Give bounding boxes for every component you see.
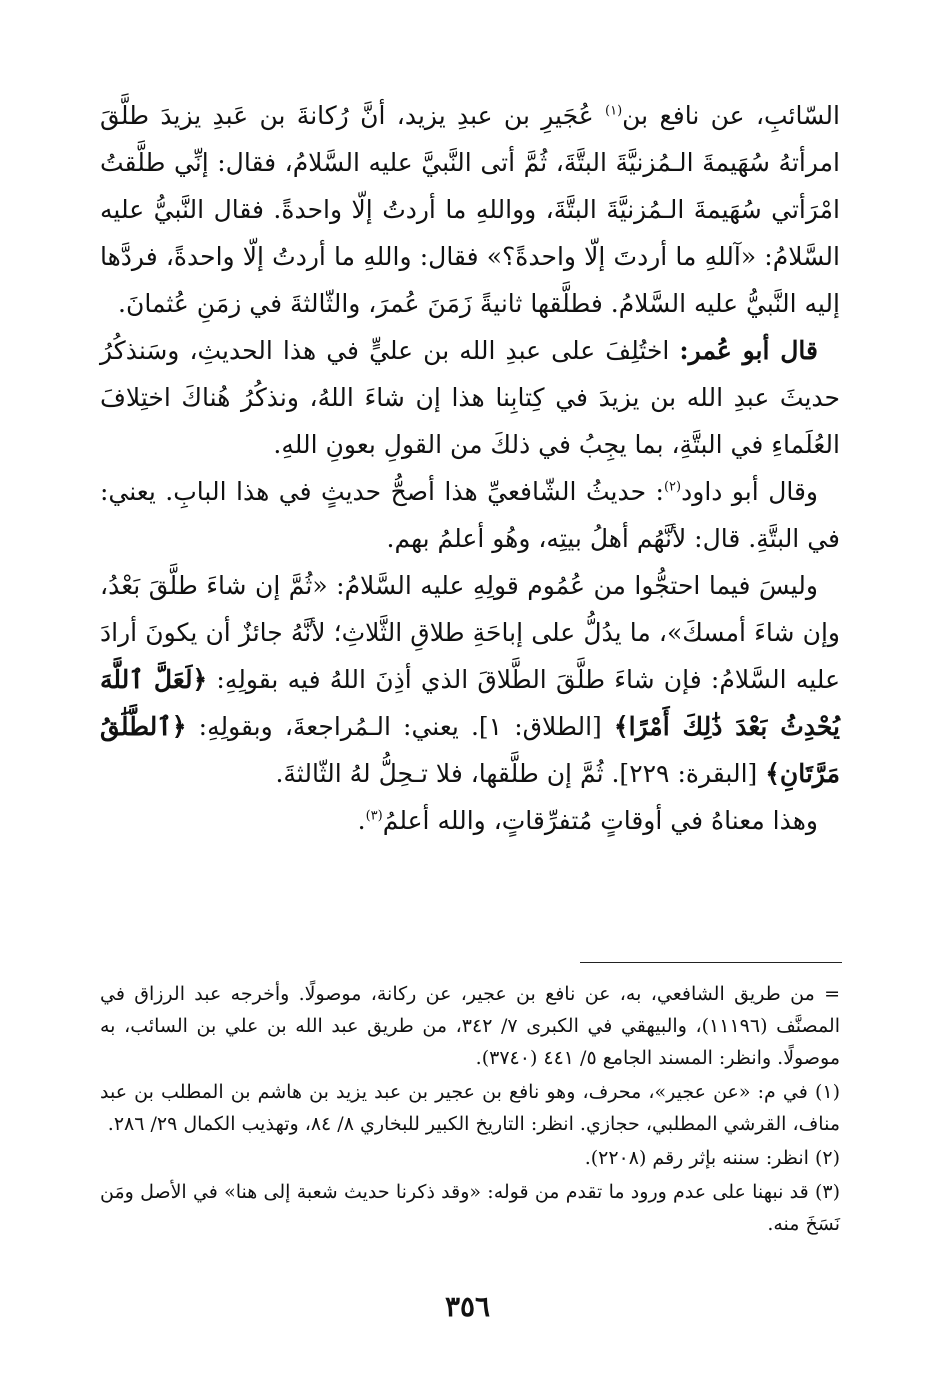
paragraph-text: وهذا معناهُ في أوقاتٍ مُتفرِّقاتٍ، والله أعلمُ <box>382 806 818 835</box>
paragraph-argument <box>100 562 840 797</box>
footnote-ref-2: (٢) <box>663 479 682 495</box>
quran-verse: ﴿ٱلطَّلَٰقُ مَرَّتَانِ﴾ <box>100 712 840 788</box>
paragraph-conclusion <box>100 797 840 844</box>
paragraph-text: : حديثُ الشّافعيِّ هذا أصحُّ حديثٍ في هذا البابِ. يعني: في البتَّةِ. قال: لأنَّهُم أهلُ بيتِه، وهُو أعلمُ بهم. <box>100 477 840 553</box>
footnote-ref-1: (١) <box>605 103 623 119</box>
footnote-3: (٣) قد نبهنا على عدم ورود ما تقدم من قوله: «وقد ذكرنا حديث شعبة إلى هنا» في الأصل ومَن نَسَخَ منه. <box>100 1181 840 1235</box>
paragraph-text: وليسَ فيما احتجُّوا من عُمُوم قولِهِ عليه السَّلامُ: «ثُمَّ إن شاءَ طلَّقَ بَعْدُ، وإن شاءَ أمسكَ»، ما يدُلُّ على إباحَةِ طلاقِ الثَّلاثِ؛ لأنَّهُ جائزٌ أن يكونَ أرادَ عليه السَّلامُ: فإن شاءَ طلَّقَ الطَّلاقَ الذي أذِنَ اللهُ فيه بقولِهِ: <box>100 571 840 694</box>
footnote-separator <box>580 962 842 963</box>
quran-verse: ﴿لَعَلَّ ٱللَّهَ يُحْدِثُ بَعْدَ ذَٰلِكَ أَمْرًا﴾ <box>100 665 840 741</box>
paragraph-text: . <box>357 806 366 835</box>
paragraph-text: وقال أبو داود <box>681 477 818 506</box>
main-text <box>100 92 840 844</box>
footnote-ref-3: (٣) <box>365 808 383 824</box>
footnote-1: (١) في م: «عن عجير»، محرف، وهو نافع بن عجير بن عبد يزيد بن هاشم بن المطلب بن عبد مناف، القرشي المطلبي، حجازي. انظر: التاريخ الكبير للبخاري ٨/ ٨٤، وتهذيب الكمال ٢٩/ ٢٨٦. <box>100 1081 840 1135</box>
speaker-label: قال أبو عُمر: <box>679 336 819 365</box>
paragraph-text: اختُلِفَ على عبدِ الله بن عليٍّ في هذا الحديثِ، وسَنذكُرُ حديثَ عبدِ الله بن يزيدَ في كِتابِنا هذا إن شاءَ اللهُ، ونذكُرُ هُناكَ اختِلافَ العُلَماءِ في البتَّةِ، بما يجِبُ في ذلكَ من القولِ بعونِ اللهِ. <box>100 336 840 459</box>
page-number: ٣٥٦ <box>444 1290 491 1323</box>
paragraph-hadith <box>100 92 840 327</box>
footnotes <box>100 978 840 1242</box>
paragraph-text: [البقرة: ٢٢٩]. ثُمَّ إن طلَّقها، فلا تـحِلُّ لهُ الثّالثةَ. <box>275 759 766 788</box>
paragraph-text: السّائبِ، عن نافع بن <box>622 101 840 130</box>
footnote-2: (٢) انظر: سننه بإثر رقم (٢٢٠٨). <box>584 1147 840 1169</box>
paragraph-text: [الطلاق: ١]. يعني: الـمُراجعةَ، وبقولِهِ: <box>186 712 614 741</box>
paragraph-text: عُجَيرِ بن عبدِ يزيد، أنَّ رُكانةَ بن عَبدِ يزيدَ طلَّقَ امرأتهُ سُهَيمةَ الـمُزنيَّةَ البتَّةَ، ثُمَّ أتى النَّبيَّ عليه السَّلامُ، فقال: إنِّي طلَّقتُ امْرَأتي سُهَيمةَ الـمُزنيَّةَ البتَّةَ، وواللهِ ما أردتُ إلّا واحدةً. فقال النَّبيُّ عليه السَّلامُ: «آللهِ ما أردتَ إلّا واحدةً؟» فقال: واللهِ ما أردتُ إلّا واحدةً، فردَّها إليه النَّبيُّ عليه السَّلامُ. فطلَّقها ثانيةً زَمَنَ عُمرَ، والثّالثةَ في زمَنِ عُثمانَ. <box>100 101 840 318</box>
paragraph-abu-umar <box>100 327 840 468</box>
paragraph-abu-dawud <box>100 468 840 562</box>
footnote-continuation: = من طريق الشافعي، به، عن نافع بن عجير، عن ركانة، موصولًا. وأخرجه عبد الرزاق في المصنَّف (١١١٩٦)، والبيهقي في الكبرى ٧/ ٣٤٢، من طريق عبد الله بن علي بن السائب، به موصولًا. وانظر: المسند الجامع ٥/ ٤٤١ (٣٧٤٠). <box>100 983 840 1069</box>
